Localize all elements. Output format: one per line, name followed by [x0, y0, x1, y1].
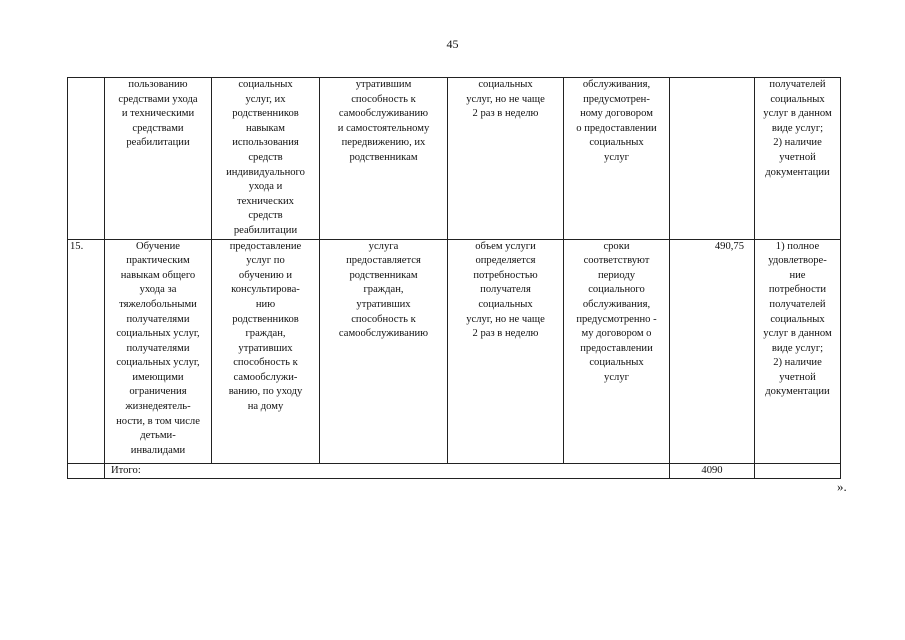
total-label: Итого:: [105, 463, 670, 479]
total-empty-cell: [68, 463, 105, 479]
service-price-cell: [670, 78, 755, 240]
service-volume-cell: объем услуги определяется потребностью получателя социальных услуг, но не чаще 2 раз в неделю: [448, 239, 564, 463]
total-empty-cell: [755, 463, 841, 479]
service-quality-cell: 1) полное удовлетворе- ние потребности получателей социальных услуг в данном виде услуг; 2) наличие учетной документации: [755, 239, 841, 463]
page-number: 45: [446, 37, 459, 51]
service-name-cell: Обучение практическим навыкам общего ухода за тяжелобольными получателями социальных услуг, получателями социальных услуг, имеющими ограничения жизнедеятель- ности, в том числе детьми- инвалидами: [105, 239, 212, 463]
service-content-cell: предоставление услуг по обучению и консультирова- нию родственников граждан, утративших способность к самообслужи- ванию, по уходу на дому: [212, 239, 320, 463]
service-price-cell: 490,75: [670, 239, 755, 463]
table-row: [68, 78, 841, 240]
row-number-cell: [68, 78, 105, 240]
service-volume-cell: социальных услуг, но не чаще 2 раз в неделю: [448, 78, 564, 240]
service-terms-cell: обслуживания, предусмотрен- ному договором о предоставлении социальных услуг: [564, 78, 670, 240]
services-table: [67, 77, 841, 479]
service-content-cell: социальных услуг, их родственников навыкам использования средств индивидуального ухода и технических средств реабилитации: [212, 78, 320, 240]
service-name-cell: пользованию средствами ухода и техническими средствами реабилитации: [105, 78, 212, 240]
service-recipients-cell: услуга предоставляется родственникам граждан, утративших способность к самообслуживанию: [320, 239, 448, 463]
total-row: [68, 463, 841, 479]
closing-quote-mark: ».: [837, 479, 847, 494]
total-value: 4090: [670, 463, 755, 479]
service-quality-cell: получателей социальных услуг в данном виде услуг; 2) наличие учетной документации: [755, 78, 841, 240]
service-terms-cell: сроки соответствуют периоду социального обслуживания, предусмотренно - му договором о предоставлении социальных услуг: [564, 239, 670, 463]
row-number-cell: 15.: [68, 239, 105, 463]
service-recipients-cell: утратившим способность к самообслуживанию и самостоятельному передвижению, их родственникам: [320, 78, 448, 240]
table-row: [68, 239, 841, 463]
